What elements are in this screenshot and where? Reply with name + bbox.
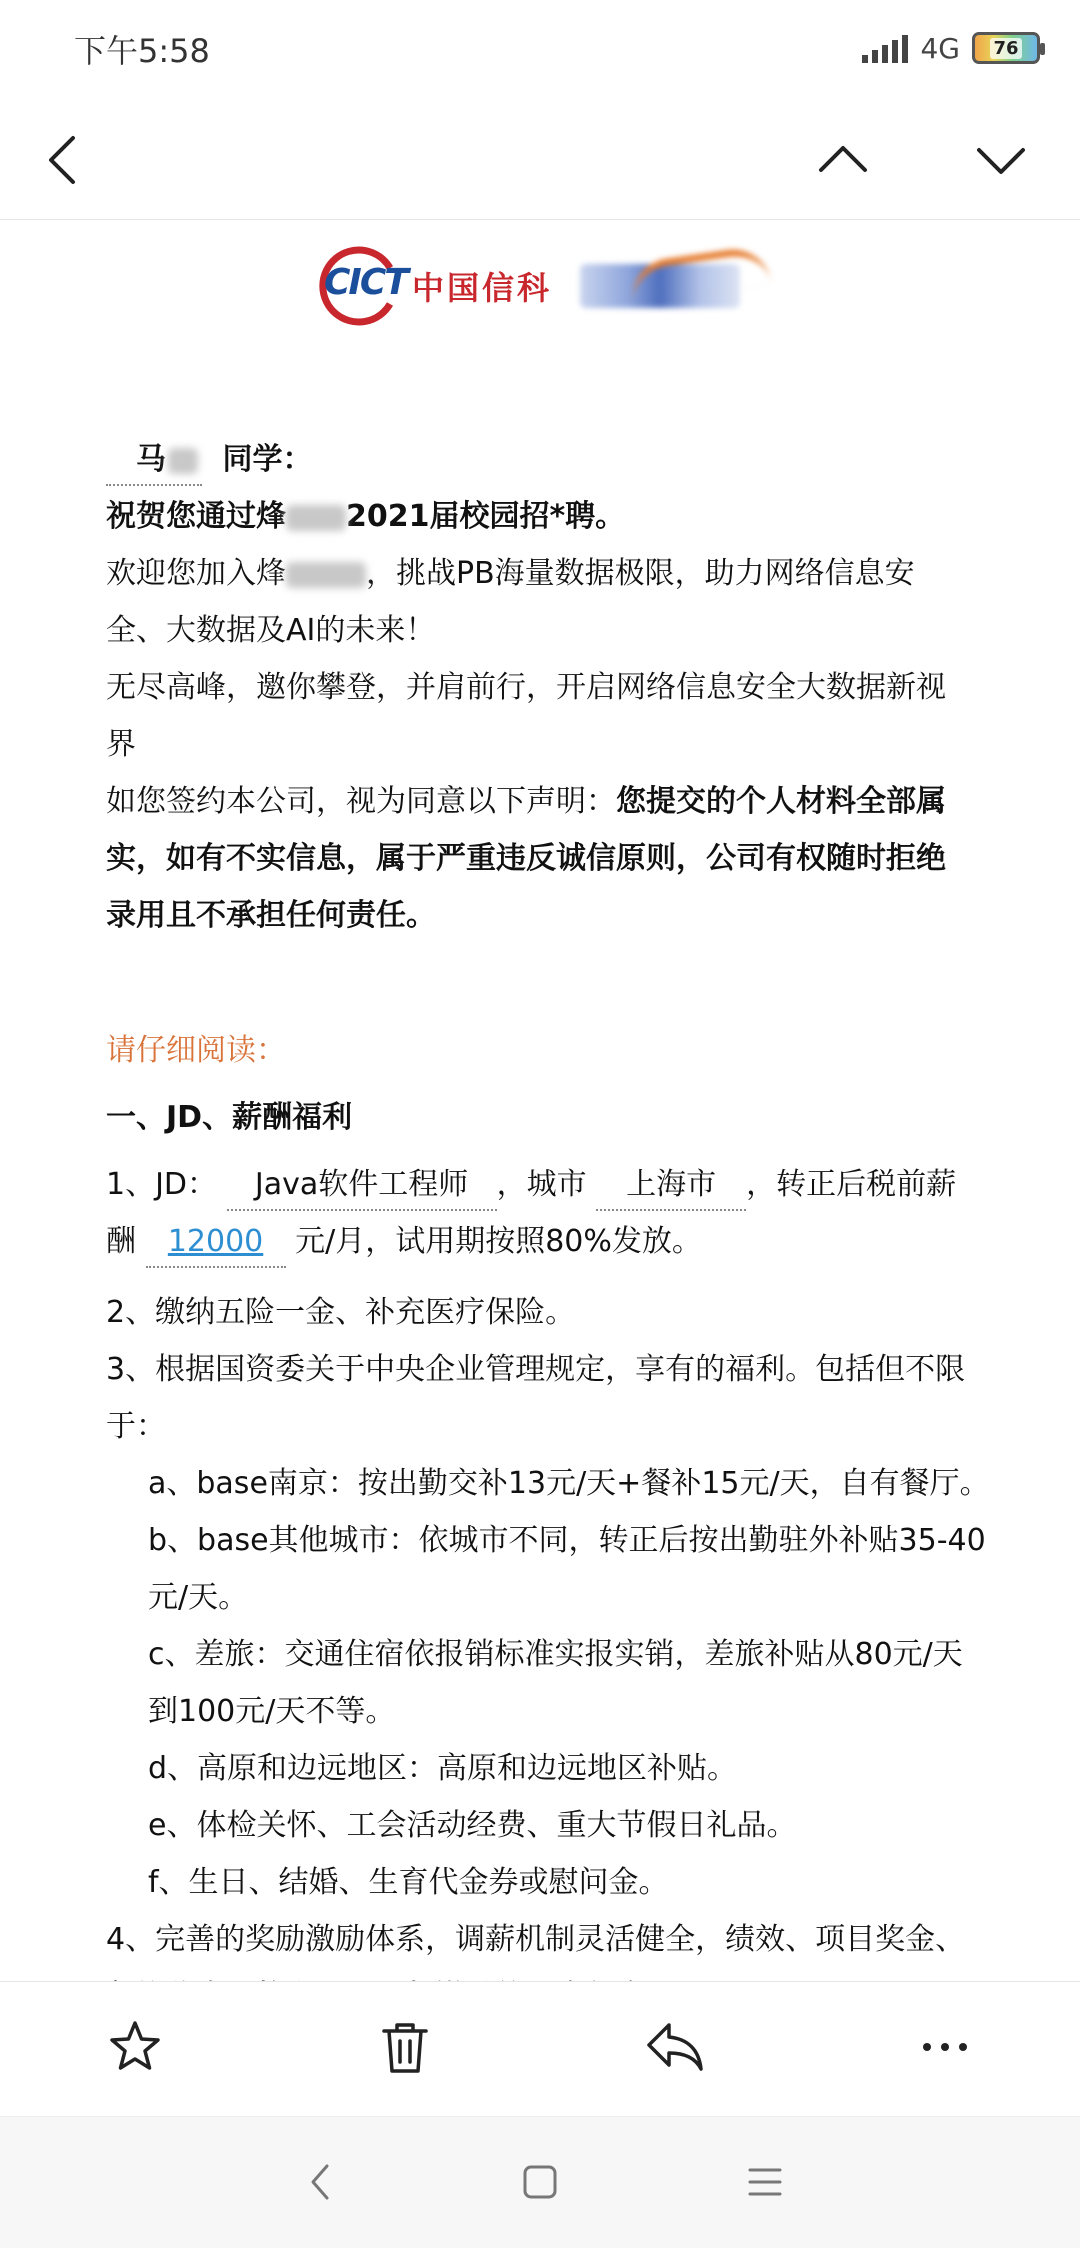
welcome-text-b: ，挑战PB海量数据极限，助力网络信息安 bbox=[366, 556, 915, 591]
status-icons bbox=[862, 28, 1040, 68]
chevron-left-icon bbox=[43, 132, 83, 188]
more-icon bbox=[915, 2017, 975, 2077]
chevron-up-icon bbox=[815, 140, 871, 180]
back-button[interactable] bbox=[28, 125, 98, 195]
sub-item-a: a、base南京：按出勤交补13元/天+餐补15元/天，自有餐厅。 bbox=[148, 1466, 990, 1501]
mail-header bbox=[0, 95, 1080, 220]
read-notice: 请仔细阅读： bbox=[106, 1033, 286, 1068]
signal-icon bbox=[862, 33, 908, 63]
sub-item-f: f、生日、结婚、生育代金券或慰问金。 bbox=[148, 1865, 669, 1900]
congrats-text-b: 2021届校园招*聘。 bbox=[346, 499, 626, 534]
delete-button[interactable] bbox=[365, 2007, 445, 2087]
trash-icon bbox=[375, 2017, 435, 2077]
previous-mail-button[interactable] bbox=[808, 125, 878, 195]
jd-city-label: ，城市 bbox=[496, 1167, 587, 1202]
sub-item-e: e、体检关怀、工会活动经费、重大节假日礼品。 bbox=[148, 1808, 797, 1843]
jd-prefix: 1、JD： bbox=[106, 1167, 218, 1202]
sub-item-d: d、高原和边远地区：高原和边远地区补贴。 bbox=[148, 1751, 738, 1786]
sub-item-c: c、差旅：交通住宿依报销标准实报实销，差旅补贴从80元/天 bbox=[148, 1637, 963, 1672]
item-3-cont: 于： bbox=[106, 1409, 166, 1444]
reply-button[interactable] bbox=[635, 2007, 715, 2087]
logo-swoosh-icon bbox=[628, 244, 772, 303]
salary-field bbox=[146, 1218, 286, 1268]
slogan-line-2: 界 bbox=[106, 727, 136, 762]
redacted-text bbox=[168, 448, 198, 474]
greeting-suffix: 同学： bbox=[222, 442, 313, 477]
menu-icon bbox=[745, 2162, 785, 2202]
slogan-line: 无尽高峰，邀你攀登，并肩前行，开启网络信息安全大数据新视 bbox=[106, 670, 946, 705]
greeting-line bbox=[106, 431, 986, 488]
back-icon bbox=[305, 2162, 335, 2202]
more-button[interactable] bbox=[905, 2007, 985, 2087]
blurred-logo bbox=[580, 264, 740, 308]
jd-line bbox=[106, 1156, 986, 1213]
battery-icon bbox=[972, 32, 1040, 64]
salary-link[interactable]: 12000 bbox=[167, 1224, 264, 1259]
item-3: 3、根据国资委关于中央企业管理规定，享有的福利。包括但不限 bbox=[106, 1352, 966, 1387]
battery-level: 76 bbox=[990, 38, 1021, 59]
system-menu-button[interactable] bbox=[735, 2157, 795, 2207]
system-home-button[interactable] bbox=[510, 2157, 570, 2207]
mail-content[interactable] bbox=[0, 221, 1080, 1981]
section-title: 一、JD、薪酬福利 bbox=[106, 1100, 353, 1135]
recipient-name: 马 bbox=[136, 442, 166, 477]
statement-bold-a: 您提交的个人材料全部属 bbox=[616, 784, 946, 819]
logo-mark: CICT bbox=[324, 262, 407, 303]
jd-salary-label: ，转正后税前薪 bbox=[746, 1167, 957, 1202]
welcome-line bbox=[106, 545, 986, 602]
redacted-text bbox=[286, 562, 366, 588]
company-logo bbox=[320, 246, 740, 326]
logo-name: 中国信科 bbox=[412, 269, 553, 307]
congrats-text-a: 祝贺您通过烽 bbox=[106, 499, 286, 534]
salary-suffix: 元/月，试用期按照80%发放。 bbox=[295, 1224, 702, 1259]
recipient-name-field bbox=[106, 436, 202, 486]
star-icon bbox=[105, 2017, 165, 2077]
item-2: 2、缴纳五险一金、补充医疗保险。 bbox=[106, 1295, 576, 1330]
reply-icon bbox=[643, 2017, 707, 2077]
cict-logo bbox=[320, 246, 407, 326]
statement-line-3: 录用且不承担任何责任。 bbox=[106, 898, 436, 933]
star-button[interactable] bbox=[95, 2007, 175, 2087]
chevron-down-icon bbox=[973, 140, 1029, 180]
salary-prefix: 酬 bbox=[106, 1224, 136, 1259]
congrats-line bbox=[106, 488, 986, 545]
statement-line bbox=[106, 773, 986, 830]
mail-action-toolbar bbox=[0, 1981, 1080, 2116]
statement-prefix: 如您签约本公司，视为同意以下声明： bbox=[106, 784, 616, 819]
next-mail-button[interactable] bbox=[966, 125, 1036, 195]
welcome-text-a: 欢迎您加入烽 bbox=[106, 556, 286, 591]
status-bar bbox=[0, 0, 1080, 95]
welcome-line-2: 全、大数据及AI的未来！ bbox=[106, 613, 436, 648]
home-icon bbox=[520, 2162, 560, 2202]
sub-item-b: b、base其他城市：依城市不同，转正后按出勤驻外补贴35-40 bbox=[148, 1523, 986, 1558]
sub-item-b-cont: 元/天。 bbox=[148, 1580, 249, 1615]
sub-item-c-cont: 到100元/天不等。 bbox=[148, 1694, 396, 1729]
status-time: 下午5:58 bbox=[74, 32, 210, 70]
system-back-button[interactable] bbox=[290, 2157, 350, 2207]
statement-line-2: 实，如有不实信息，属于严重违反诚信原则，公司有权随时拒绝 bbox=[106, 841, 946, 876]
mail-body bbox=[106, 431, 990, 2025]
system-navigation-bar bbox=[0, 2116, 1080, 2248]
jd-position: Java软件工程师 bbox=[227, 1161, 497, 1211]
redacted-text bbox=[286, 505, 346, 531]
salary-line bbox=[106, 1213, 986, 1270]
item-4: 4、完善的奖励激励体系，调薪机制灵活健全，绩效、项目奖金、 bbox=[106, 1922, 966, 1957]
jd-city: 上海市 bbox=[596, 1161, 746, 1211]
network-type: 4G bbox=[920, 31, 960, 65]
